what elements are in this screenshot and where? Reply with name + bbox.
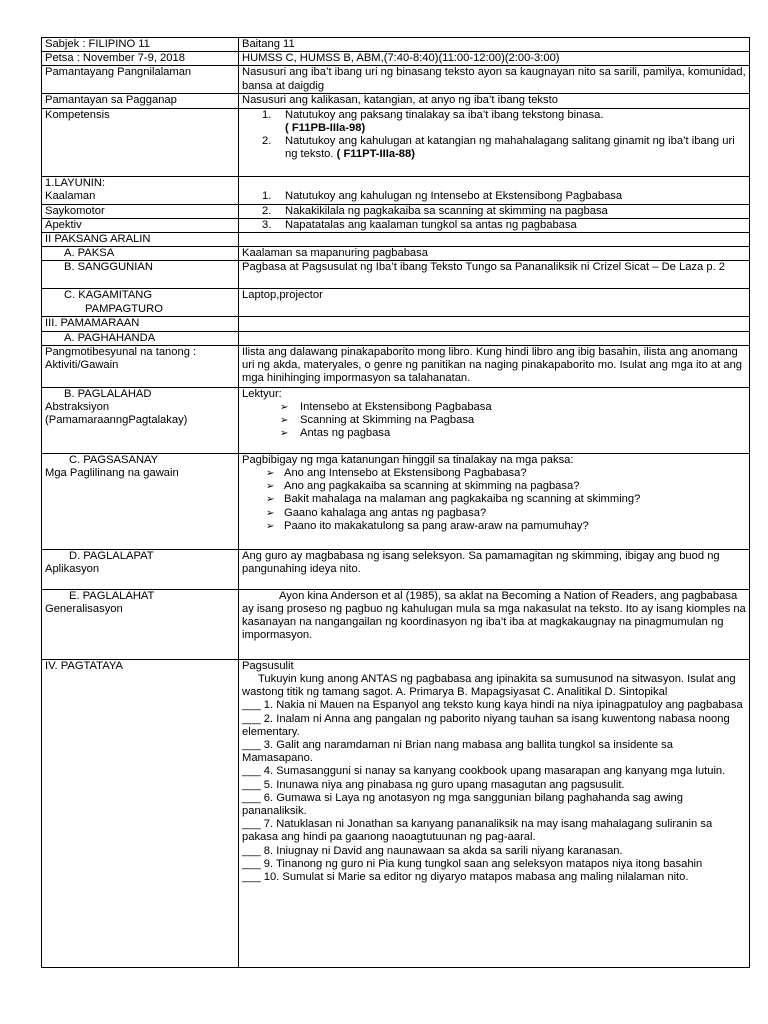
row-sanggunian <box>42 261 750 289</box>
list-item <box>242 507 746 520</box>
row-pagtataya <box>42 659 750 967</box>
layunin-item <box>242 219 746 232</box>
quiz-item: ___ 2. Inalam ni Anna ang pangalan ng paborito niyang tauhan sa isang kuwentong nabasa noong elementary. <box>242 712 730 738</box>
row-pangmotibesyunal <box>42 345 750 387</box>
quiz-item: ___ 1. Nakia ni Mauen na Espanyol ang teksto kung kaya hindi na niya ipinagpatuloy ang pagbabasa <box>242 699 743 712</box>
paksa-label: A. PAKSA <box>42 247 239 261</box>
pamantayan-pagganap-text: Nasusuri ang kalikasan, katangian, at anyo ng iba’t ibang teksto <box>239 94 750 108</box>
pagtataya-label: IV. PAGTATAYA <box>42 659 239 967</box>
pamantayang-pangnilalaman-text: Nasusuri ang iba’t ibang uri ng binasang teksto ayon sa kaugnayan nito sa sarili, pamilya, komunidad, bansa at daigdig <box>239 66 750 94</box>
row-apektiv <box>42 218 750 232</box>
baitang-cell: Baitang 11 <box>239 38 750 52</box>
pagsasanay-label: C. PAGSASANAY <box>69 453 159 466</box>
layunin-text: Nakakikilala ng pagkakaiba sa scanning at skimming na pagbasa <box>285 204 608 217</box>
paglalapat-label: D. PAGLALAPAT <box>69 549 154 562</box>
kompetensis-text: Natutukoy ang kahulugan at katangian ng mahahalagang salitang ginamit ng iba’t ibang uri ng teksto. <box>285 135 735 161</box>
kompetensis-code: ( F11PB-IIIa-98) <box>285 121 366 134</box>
lektyur-label: Lektyur: <box>242 387 282 400</box>
question-text: Paano ito makakatulong sa pang araw-araw na pamumuhay? <box>284 519 589 532</box>
paglalapat-label-cell <box>42 549 239 589</box>
kompetensis-num: 2. <box>262 135 272 148</box>
pagsasanay-cell <box>239 453 750 549</box>
row-kompetensis <box>42 108 750 176</box>
arrow-bullet-icon: ➢ <box>280 402 289 414</box>
pagsasanay-sub: Mga Paglilinang na gawain <box>45 467 179 480</box>
arrow-bullet-icon: ➢ <box>280 415 289 427</box>
row-paksang-aralin <box>42 233 750 247</box>
arrow-bullet-icon: ➢ <box>266 481 275 493</box>
kompetensis-num: 1. <box>262 108 272 121</box>
pagsasanay-list <box>242 467 746 533</box>
layunin-text: Napatatalas ang kaalaman tungkol sa antas ng pagbabasa <box>285 218 577 231</box>
list-item <box>242 414 746 427</box>
pamantayan-pagganap-label: Pamantayan sa Pagganap <box>42 94 239 108</box>
quiz-item: ___ 4. Sumasangguni si nanay sa kanyang cookbook upang masarapan ang kanyang mga lutuin. <box>242 765 726 778</box>
lektyur-item-text: Scanning at Skimming na Pagbasa <box>300 414 475 427</box>
row-petsa <box>42 52 750 66</box>
sanggunian-text: Pagbasa at Pagsusulat ng Iba’t ibang Teksto Tungo sa Pananaliksik ni Crizel Sicat – De Laza p. 2 <box>239 261 750 289</box>
pangmotibesyunal-text: Ilista ang dalawang pinakapaborito mong libro. Kung hindi libro ang ibig basahin, ilista ang anomang uri ng akda, materyales, o genre ng panitikan na naging pinakapaborito mo. Isulat ang mga ito at ang mga hinihinging impormasyon sa talahanatan. <box>239 345 750 387</box>
pamamaraan-title: III. PAMAMARAAN <box>42 317 239 331</box>
layunin-label-cell <box>42 176 239 204</box>
kagamitan-label-2: PAMPAGTURO <box>85 302 163 315</box>
paglalahat-sub: Generalisasyon <box>45 603 123 616</box>
layunin-num: 2. <box>262 204 272 217</box>
row-pamantayang-pangnilalaman <box>42 66 750 94</box>
layunin-num: 1. <box>262 190 272 203</box>
lesson-plan-table <box>41 37 750 968</box>
lektyur-list <box>242 401 746 441</box>
kompetensis-code: ( F11PT-IIIa-88) <box>336 148 415 161</box>
paglalahad-sub2: (PamamaraanngPagtalakay) <box>45 414 188 427</box>
kaalaman-cell <box>239 176 750 204</box>
paksang-aralin-title: II PAKSANG ARALIN <box>42 233 239 247</box>
arrow-bullet-icon: ➢ <box>266 520 275 532</box>
paglalahad-label: B. PAGLALAHAD <box>64 387 152 400</box>
row-saykomotor <box>42 204 750 218</box>
paglalahat-label: E. PAGLALAHAT <box>69 589 155 602</box>
row-pagsasanay <box>42 453 750 549</box>
quiz-item: ___ 3. Galit ang naramdaman ni Brian nang mabasa ang ballita tungkol sa insidente sa Mamasapano. <box>242 739 673 765</box>
paghahanda-label: A. PAGHAHANDA <box>42 331 239 345</box>
quiz-item: ___ 9. Tinanong ng guro ni Pia kung tungkol saan ang seleksyon matapos niya itong basahin <box>242 857 703 870</box>
layunin-num: 3. <box>262 218 272 231</box>
arrow-bullet-icon: ➢ <box>266 468 275 480</box>
kompetensis-cell <box>239 108 750 176</box>
saykomotor-cell <box>239 204 750 218</box>
row-paksa <box>42 247 750 261</box>
layunin-item <box>242 190 746 203</box>
kompetensis-item <box>242 135 746 161</box>
saykomotor-label: Saykomotor <box>42 204 239 218</box>
paksa-text: Kaalaman sa mapanuring pagbabasa <box>239 247 750 261</box>
pagtataya-title: Pagsusulit <box>242 659 294 672</box>
petsa-cell: Petsa : November 7-9, 2018 <box>42 52 239 66</box>
row-pamantayan-pagganap <box>42 94 750 108</box>
row-paglalahad <box>42 387 750 453</box>
quiz-item: ___ 8. Iniugnay ni David ang naunawaan sa akda sa sarili niyang karanasan. <box>242 844 623 857</box>
kagamitan-label: C. KAGAMITANG <box>64 289 153 302</box>
pagtataya-instructions: Tukuyin kung anong ANTAS ng pagbabasa ang ipinakita sa sumusunod na sitwasyon. Isulat ang wastong titik ng tamang sagot. A. Primarya B. Mapagsiyasat C. Analitikal D. Sintopikal <box>242 673 736 699</box>
arrow-bullet-icon: ➢ <box>266 494 275 506</box>
list-item <box>242 480 746 493</box>
apektiv-cell <box>239 218 750 232</box>
sabjek-cell: Sabjek : FILIPINO 11 <box>42 38 239 52</box>
paglalahat-text: Ayon kina Anderson et al (1985), sa aklat na Becoming a Nation of Readers, ang pagbabasa ay isang proseso ng pagbuo ng kahulugan mula sa mga nakasulat na teksto. Ito ay isang kiomples na kasanayan na nangangailan ng koordinasyon ng iba’t iba at magkakaugnay na pinagmumulan ng impormasyon. <box>242 589 746 642</box>
row-kagamitan <box>42 289 750 317</box>
quiz-item: ___ 7. Natuklasan ni Jonathan sa kanyang pananaliksik na may isang mahalagang suliranin sa pakasa ang hindi pa gaanong naoagtutuunan ng pag-aaral. <box>242 818 713 844</box>
lektyur-item-text: Antas ng pagbasa <box>300 427 391 440</box>
lektyur-item-text: Intensebo at Ekstensibong Pagbabasa <box>300 401 492 414</box>
question-text: Bakit mahalaga na malaman ang pagkakaiba ng scanning at skimming? <box>284 493 641 506</box>
kompetensis-text: Natutukoy ang paksang tinalakay sa iba’t ibang tekstong binasa. <box>285 108 604 121</box>
layunin-text: Natutukoy ang kahulugan ng Intensebo at Ekstensibong Pagbabasa <box>285 190 623 203</box>
pamantayang-pangnilalaman-label: Pamantayang Pangnilalaman <box>42 66 239 94</box>
row-paglalapat <box>42 549 750 589</box>
paglalapat-text: Ang guro ay magbabasa ng isang seleksyon. Sa pamamagitan ng skimming, ibigay ang buod ng pangunahing ideya nito. <box>239 549 750 589</box>
layunin-title: 1.LAYUNIN: <box>45 176 106 189</box>
arrow-bullet-icon: ➢ <box>266 507 275 519</box>
list-item <box>242 427 746 440</box>
paglalahat-label-cell <box>42 589 239 659</box>
row-paghahanda <box>42 331 750 345</box>
kaalaman-label: Kaalaman <box>45 189 96 202</box>
kompetensis-label: Kompetensis <box>42 108 239 176</box>
pagsasanay-intro: Pagbibigay ng mga katanungan hinggil sa tinalakay na mga paksa: <box>242 453 574 466</box>
arrow-bullet-icon: ➢ <box>280 428 289 440</box>
paglalahad-label-cell <box>42 387 239 453</box>
list-item <box>242 493 746 506</box>
row-pamamaraan <box>42 317 750 331</box>
apektiv-label: Apektiv <box>42 218 239 232</box>
row-paglalahat <box>42 589 750 659</box>
sections-cell: HUMSS C, HUMSS B, ABM,(7:40-8:40)(11:00-12:00)(2:00-3:00) <box>239 52 750 66</box>
quiz-item: ___ 5. Inunawa niya ang pinabasa ng guro upang masagutan ang pagsusulit. <box>242 778 625 791</box>
quiz-item: ___ 6. Gumawa si Laya ng anotasyon ng mga sanggunian bilang paghahanda sag awing pananaliksik. <box>242 791 683 818</box>
kompetensis-list <box>242 109 746 162</box>
kagamitan-label-cell <box>42 289 239 317</box>
list-item <box>242 467 746 480</box>
layunin-item <box>242 205 746 218</box>
kompetensis-item <box>242 109 746 135</box>
paglalapat-sub: Aplikasyon <box>45 563 100 576</box>
question-text: Gaano kahalaga ang antas ng pagbasa? <box>284 506 487 519</box>
kagamitan-text: Laptop,projector <box>239 289 750 317</box>
quiz-item: ___ 10. Sumulat si Marie sa editor ng diyaryo matapos mabasa ang maling nilalaman nito. <box>242 871 689 884</box>
question-text: Ano ang pagkakaiba sa scanning at skimming na pagbasa? <box>284 480 580 493</box>
list-item <box>242 520 746 533</box>
row-sabjek <box>42 38 750 52</box>
question-text: Ano ang Intensebo at Ekstensibong Pagbabasa? <box>284 467 527 480</box>
list-item <box>242 401 746 414</box>
lektyur-cell <box>239 387 750 453</box>
pangmotibesyunal-label: Pangmotibesyunal na tanong : Aktiviti/Gawain <box>42 345 239 387</box>
row-layunin-kaalaman <box>42 176 750 204</box>
paglalahad-sub1: Abstraksiyon <box>45 401 110 414</box>
paglalahat-cell <box>239 589 750 659</box>
pagsasanay-label-cell <box>42 453 239 549</box>
pagtataya-cell <box>239 659 750 967</box>
sanggunian-label: B. SANGGUNIAN <box>42 261 239 289</box>
